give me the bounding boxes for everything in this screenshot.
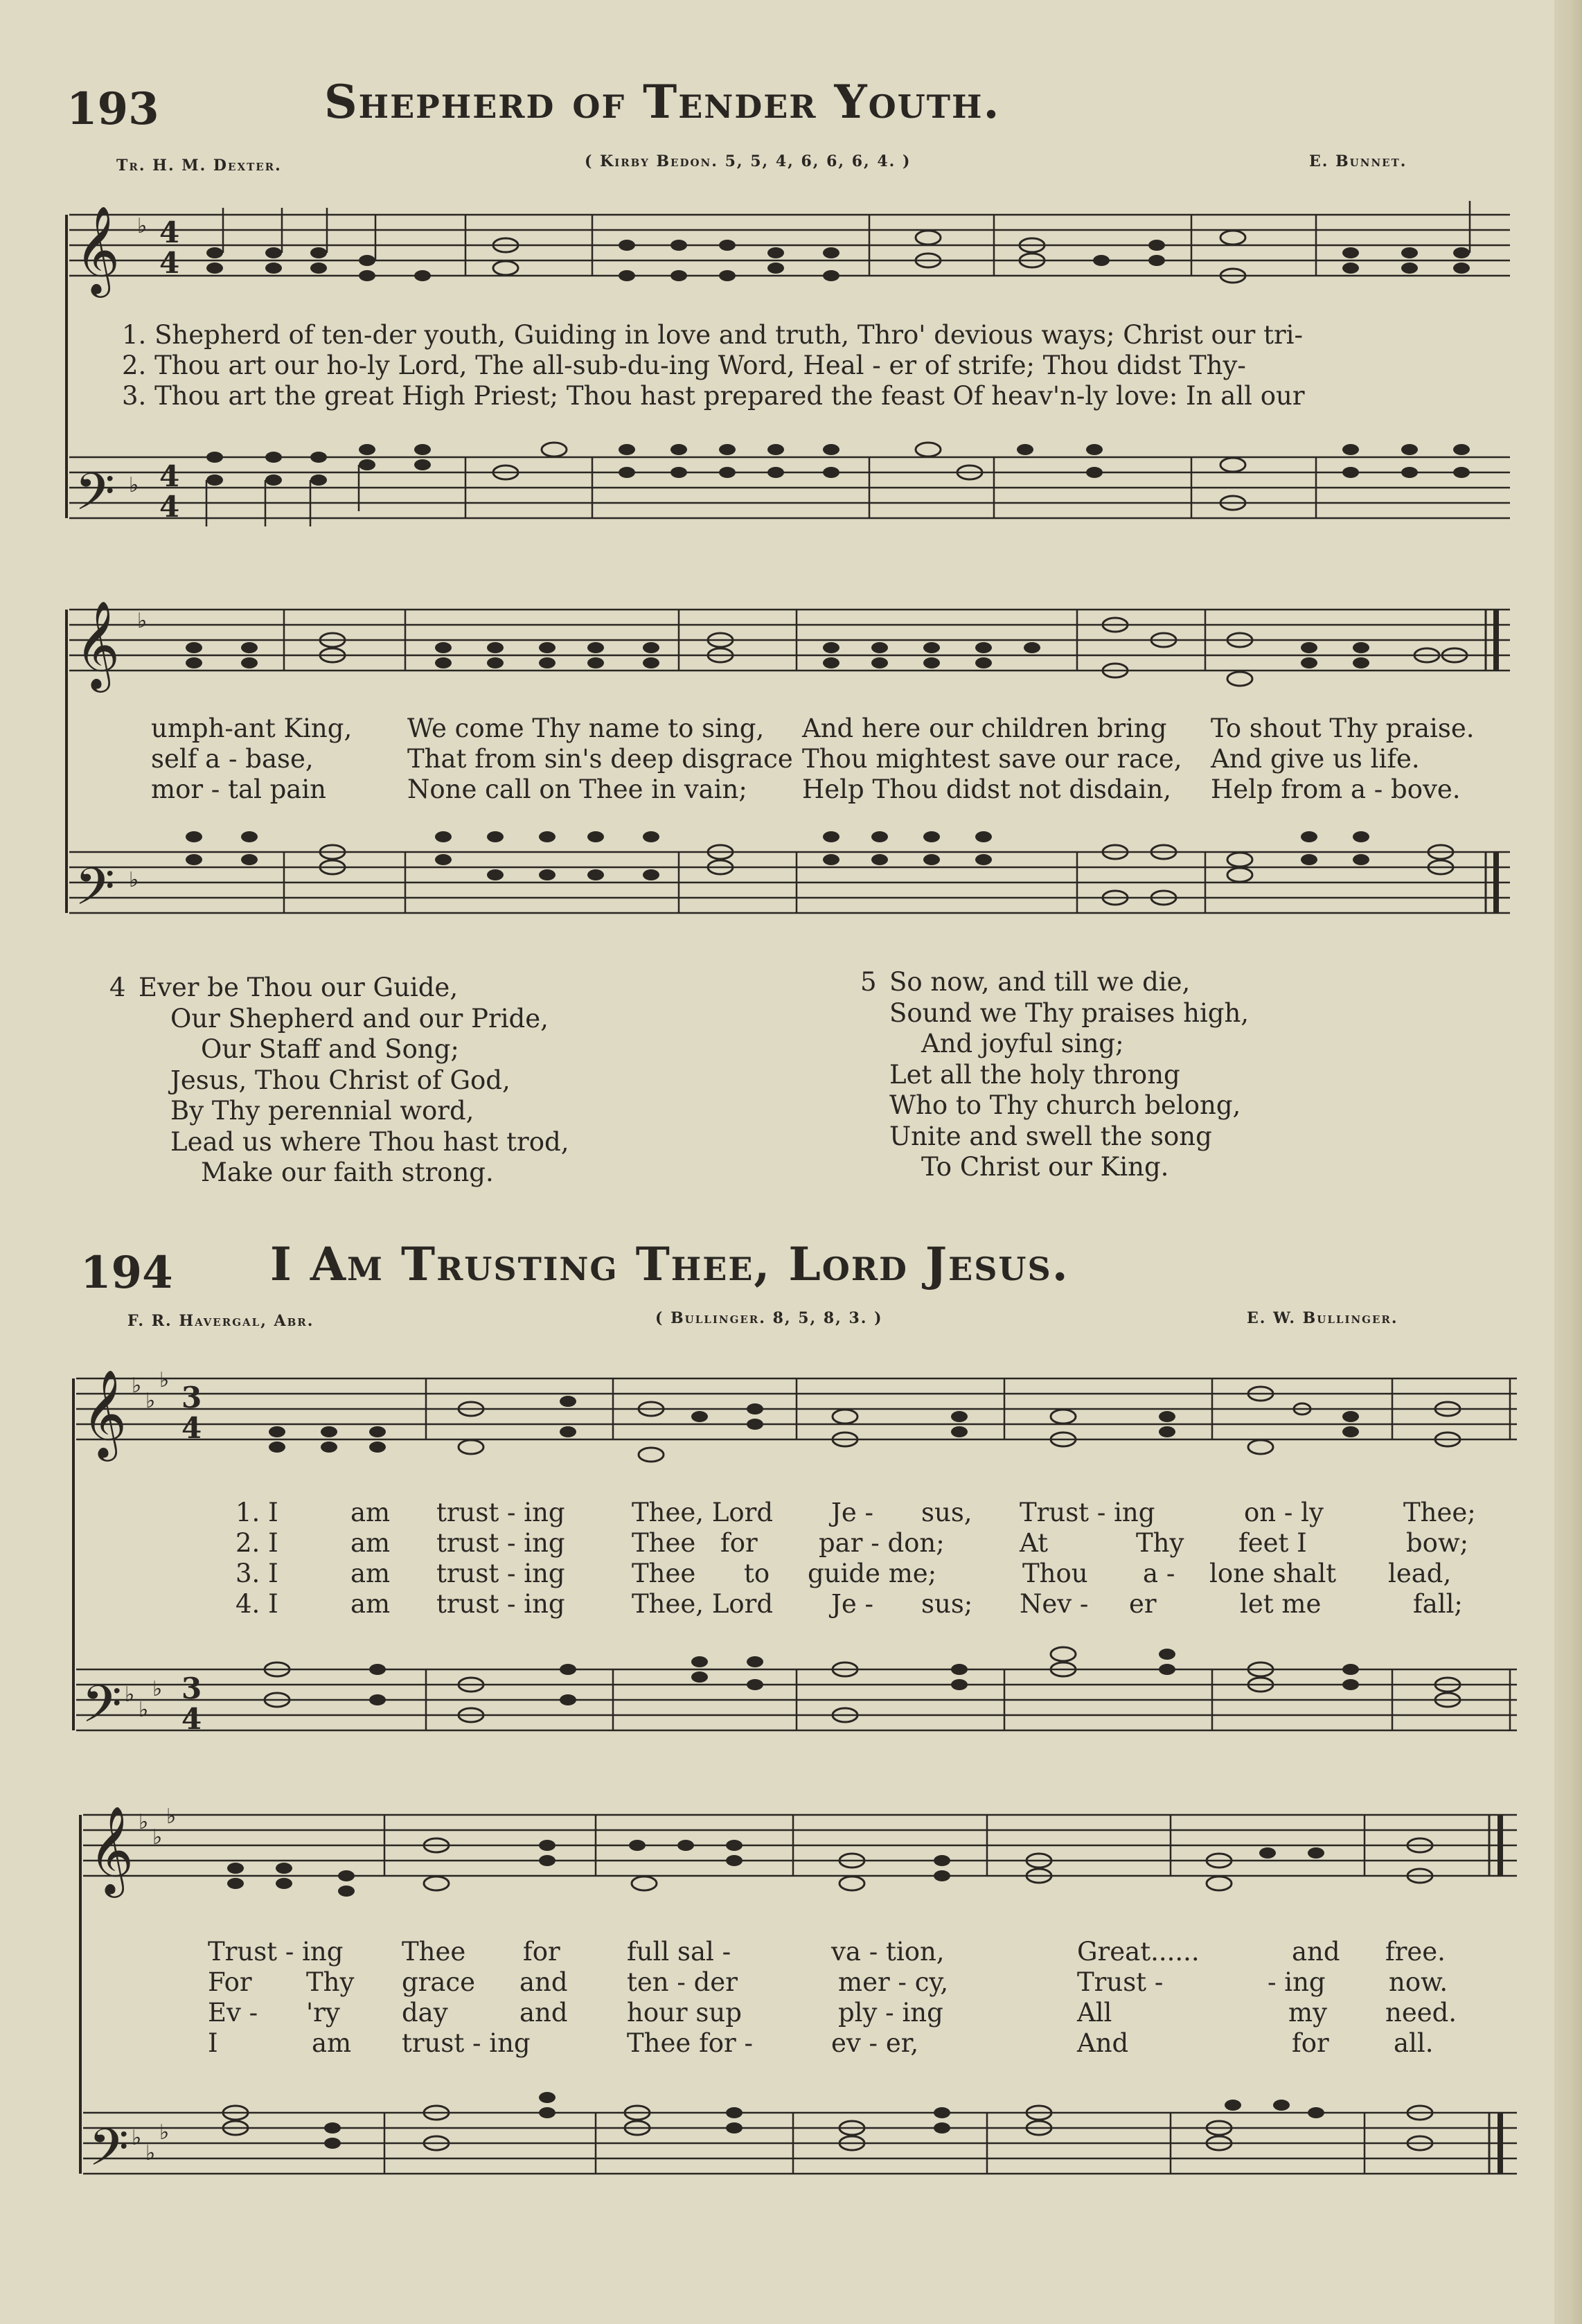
svg-text:𝄞: 𝄞 (82, 1369, 127, 1457)
lyric-text: sus, (921, 1498, 972, 1527)
lyric-text: let me (1240, 1589, 1322, 1619)
lyric-text: and (519, 1998, 568, 2028)
lyric-text: my (1288, 1998, 1327, 2028)
svg-text:♭: ♭ (139, 1698, 149, 1722)
svg-text:♭: ♭ (166, 1804, 177, 1829)
lyric-text: day (402, 1998, 448, 2028)
lyric-text: on - ly (1244, 1498, 1324, 1527)
svg-text:♭: ♭ (145, 2141, 156, 2165)
lyric-text: 2. I (235, 1528, 278, 1558)
lyric-text: 2. Thou art our ho-ly Lord, The all-sub-du-ing Word, Heal - er of strife; Thou didst Thy- (122, 351, 1246, 380)
lyric-text: Trust - ing (208, 1937, 344, 1967)
lyric-text: Thee, Lord (632, 1498, 774, 1527)
lyric-text: umph-ant King, (151, 713, 353, 743)
svg-text:𝄢: 𝄢 (89, 2118, 129, 2189)
svg-text:4: 4 (181, 1702, 202, 1736)
verse-line: Lead us where Thou hast trod, (170, 1126, 569, 1157)
lyric-text: par - don; (819, 1528, 945, 1558)
lyric-text: self a - base, (151, 744, 314, 774)
lyric-text: trust - ing (436, 1559, 565, 1588)
svg-text:3: 3 (181, 1671, 202, 1705)
lyric-text: am (312, 2028, 352, 2058)
verse-line: Who to Thy church belong, (889, 1090, 1241, 1120)
svg-text:4: 4 (159, 490, 180, 524)
verse-line (860, 967, 1249, 998)
svg-text:4: 4 (159, 459, 180, 493)
svg-text:♭: ♭ (145, 1389, 156, 1413)
svg-text:♭: ♭ (132, 2126, 142, 2150)
svg-text:𝄞: 𝄞 (75, 205, 121, 294)
lyric-text: Thee; (1403, 1498, 1476, 1527)
svg-text:4: 4 (159, 246, 180, 280)
lyric-text: Je - (831, 1498, 873, 1527)
lyric-text: all. (1394, 2028, 1434, 2058)
credit-tune: ( Bullinger. 8, 5, 8, 3. ) (655, 1309, 883, 1327)
lyric-text: Je - (831, 1589, 873, 1619)
lyric-text: All (1077, 1998, 1112, 2028)
svg-text:♭: ♭ (159, 2120, 170, 2145)
hymn-number: 194 (80, 1247, 173, 1299)
verse-4 (109, 973, 569, 1189)
lyric-text: That from sin's deep disgrace (407, 744, 793, 774)
svg-text:♭: ♭ (129, 473, 139, 497)
lyric-text: am (350, 1498, 391, 1527)
hymn-title: Shepherd of Tender Youth. (324, 75, 1001, 129)
lyric-text: Thy (306, 1967, 355, 1997)
lyric-text: Trust - ing (1020, 1498, 1155, 1527)
lyric-text: am (350, 1589, 391, 1619)
verse-line: And joyful sing; (921, 1029, 1124, 1058)
lyric-text: sus; (921, 1589, 973, 1619)
svg-text:♭: ♭ (137, 609, 148, 633)
lyric-text: er (1129, 1589, 1157, 1619)
lyric-text: Thee for - (627, 2028, 753, 2058)
svg-text:𝄢: 𝄢 (75, 857, 115, 930)
lyric-text: need. (1385, 1998, 1457, 2028)
lyric-text: and (1292, 1937, 1340, 1967)
verse-5 (860, 967, 1250, 1183)
lyric-text: guide me; (808, 1559, 937, 1588)
lyric-text: full sal - (627, 1937, 731, 1967)
svg-text:♭: ♭ (129, 868, 139, 892)
lyric-text: Thy (1136, 1528, 1184, 1558)
verse-line: Jesus, Thou Christ of God, (170, 1065, 510, 1095)
hymn-title: I Am Trusting Thee, Lord Jesus. (270, 1237, 1069, 1291)
lyric-text: for (1292, 2028, 1329, 2058)
hymn-number: 193 (66, 83, 159, 135)
verse-text: So now, and till we die, (889, 967, 1191, 997)
lyric-text: 1. Shepherd of ten-der youth, Guiding in love and truth, Thro' devious ways; Christ our tri- (122, 320, 1303, 350)
lyric-text: Thee (632, 1528, 696, 1558)
lyric-text: And here our children bring (802, 713, 1167, 743)
svg-text:♭: ♭ (137, 214, 148, 238)
lyric-text: Thee (632, 1559, 696, 1588)
verse-line: Our Staff and Song; (201, 1034, 459, 1064)
svg-text:4: 4 (159, 215, 180, 249)
lyric-text: trust - ing (436, 1528, 565, 1558)
verse-line: To Christ our King. (921, 1152, 1169, 1182)
credit-lyricist: Tr. H. M. Dexter. (116, 157, 282, 175)
lyric-text: Thee, Lord (632, 1589, 774, 1619)
lyric-text: 1. I (235, 1498, 278, 1527)
lyric-text: va - tion, (831, 1937, 945, 1967)
lyric-text: lone shalt (1209, 1559, 1337, 1588)
svg-text:𝄞: 𝄞 (89, 1805, 134, 1894)
verse-line: By Thy perennial word, (170, 1096, 474, 1126)
lyric-text: bow; (1406, 1528, 1469, 1558)
lyric-text: a - (1143, 1559, 1175, 1588)
lyric-text: and (519, 1967, 568, 1997)
lyric-text: am (350, 1559, 391, 1588)
lyric-text: hour sup (627, 1998, 742, 2028)
lyric-text: Great...... (1077, 1937, 1200, 1967)
svg-text:♭: ♭ (132, 1374, 142, 1398)
svg-text:♭: ♭ (152, 1825, 163, 1850)
lyric-text: For (208, 1967, 252, 1997)
verse-line (109, 973, 569, 1004)
lyric-text: for (523, 1937, 560, 1967)
lyric-text: to (744, 1559, 770, 1588)
verse-number: 5 (860, 967, 877, 997)
lyric-text: And give us life. (1211, 744, 1420, 774)
lyric-text: trust - ing (402, 2028, 531, 2058)
lyric-text: 'ry (306, 1998, 340, 2028)
credit-tune: ( Kirby Bedon. 5, 5, 4, 6, 6, 6, 4. ) (585, 152, 912, 170)
lyric-text: Ev - (208, 1998, 258, 2028)
verse-number: 4 (109, 973, 126, 1002)
lyric-text: To shout Thy praise. (1211, 713, 1475, 743)
lyric-text: fall; (1413, 1589, 1463, 1619)
lyric-text: for (720, 1528, 758, 1558)
svg-text:♭: ♭ (139, 1810, 149, 1834)
lyric-text: Help from a - bove. (1211, 774, 1461, 804)
lyric-text: mor - tal pain (151, 774, 327, 804)
svg-text:𝄞: 𝄞 (75, 600, 121, 689)
svg-text:4: 4 (181, 1411, 202, 1445)
verse-line: Our Shepherd and our Pride, (170, 1003, 549, 1034)
lyric-text: Thou (1022, 1559, 1088, 1588)
verse-line: Let all the holy throng (889, 1059, 1180, 1090)
lyric-text: trust - ing (436, 1498, 565, 1527)
lyric-text: ev - er, (831, 2028, 919, 2058)
svg-text:𝄢: 𝄢 (82, 1674, 122, 1747)
lyric-text: Nev - (1020, 1589, 1089, 1619)
lyric-text: free. (1385, 1937, 1446, 1967)
svg-text:♭: ♭ (159, 1368, 170, 1392)
lyric-text: lead, (1388, 1559, 1452, 1588)
lyric-text: grace (402, 1967, 476, 1997)
lyric-text: At (1020, 1528, 1048, 1558)
verse-text: Ever be Thou our Guide, (139, 973, 459, 1002)
lyric-text: Thou mightest save our race, (802, 744, 1182, 774)
lyric-text: Help Thou didst not disdain, (802, 774, 1172, 804)
lyric-text: None call on Thee in vain; (407, 774, 747, 804)
lyric-text: And (1077, 2028, 1129, 2058)
lyric-text: mer - cy, (838, 1967, 949, 1997)
lyric-text: ten - der (627, 1967, 738, 1997)
lyric-text: Trust - (1077, 1967, 1164, 1997)
lyric-text: ply - ing (838, 1998, 943, 2028)
credit-lyricist: F. R. Havergal, Abr. (127, 1312, 314, 1330)
svg-text:♭: ♭ (152, 1677, 163, 1701)
lyric-text: am (350, 1528, 391, 1558)
credit-composer: E. W. Bullinger. (1247, 1309, 1398, 1327)
verse-line: Make our faith strong. (201, 1157, 494, 1187)
lyric-text: I (208, 2028, 218, 2058)
svg-text:♭: ♭ (125, 1683, 135, 1707)
lyric-text: trust - ing (436, 1589, 565, 1619)
svg-text:𝄢: 𝄢 (75, 462, 115, 535)
lyric-text: feet I (1238, 1528, 1307, 1558)
lyric-text: We come Thy name to sing, (407, 713, 765, 743)
lyric-text: 3. Thou art the great High Priest; Thou hast prepared the feast Of heav'n-ly love: In all our (122, 381, 1305, 411)
svg-text:3: 3 (181, 1381, 202, 1414)
lyric-text: Thee (402, 1937, 466, 1967)
credit-composer: E. Bunnet. (1309, 152, 1407, 170)
lyric-text: 4. I (235, 1589, 278, 1619)
lyric-text: 3. I (235, 1559, 278, 1588)
lyric-text: now. (1389, 1967, 1448, 1997)
verse-line: Sound we Thy praises high, (889, 997, 1250, 1028)
lyric-text: - ing (1268, 1967, 1326, 1997)
verse-line: Unite and swell the song (889, 1121, 1212, 1151)
